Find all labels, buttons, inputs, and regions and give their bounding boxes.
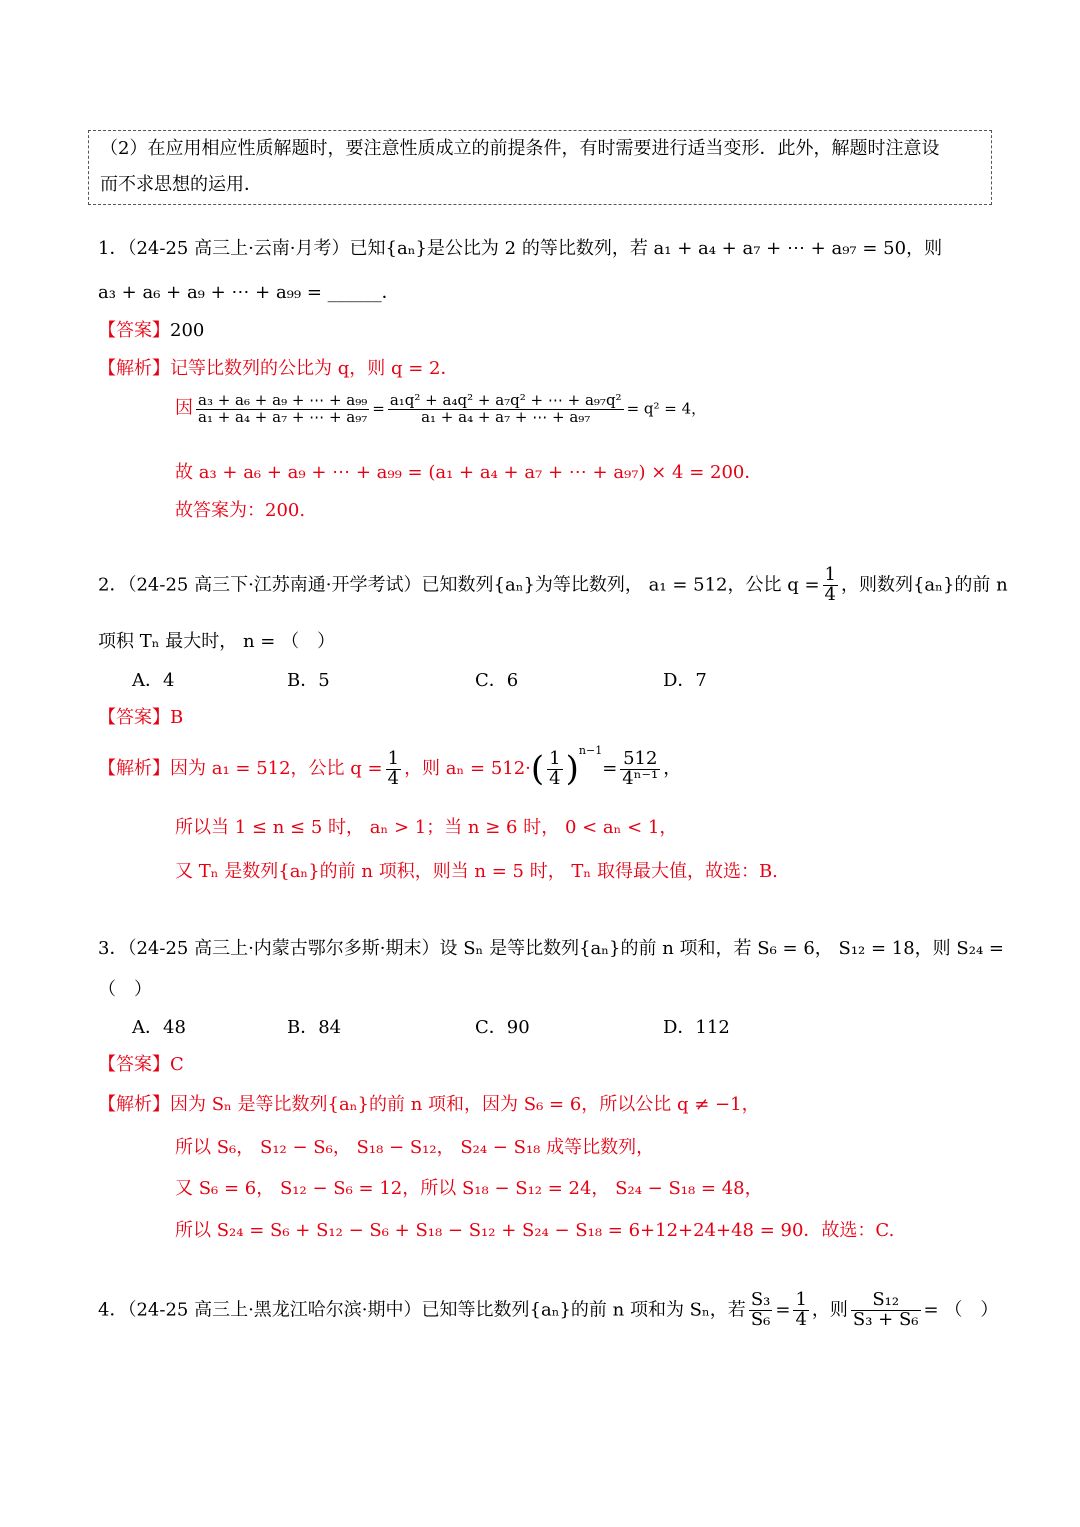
q2-solution-line-2: 所以当 1 ≤ n ≤ 5 时， aₙ > 1；当 n ≥ 6 时， 0 < aₙ < 1， [175,817,678,838]
q2-stem-line-1: 2．（24-25 高三下·江苏南通·开学考试）已知数列{aₙ}为等比数列， a₁ = 512，公比 q = $\frac{1}{4}$ ，则数列{aₙ}的前 n [98,564,1008,605]
q1-answer-label: 【答案】200 [98,320,205,341]
q3-solution-line-4: 所以 S₂₄ = S₆ + S₁₂ − S₆ + S₁₈ − S₁₂ + S₂₄ − S₁₈ = 6+12+24+48 = 90．故选：C. [175,1220,895,1241]
q1-answer: 200 [170,320,205,341]
q2-solution-line-1: 【解析】因为 a₁ = 512，公比 q = $\frac{1}{4}$ ，则 aₙ = 512·( $\frac{1}{4}$ )$^{n-1}$= $\frac{512}{\text{4ⁿ⁻¹}}$ ， [98,744,682,789]
q1-solution-line-1: 【解析】记等比数列的公比为 q，则 q = 2． [98,358,459,379]
q1-solution-line-4: 故答案为：200. [175,500,306,521]
q3-solution-line-2: 所以 S₆， S₁₂ − S₆， S₁₈ − S₁₂， S₂₄ − S₁₈ 成等比数列， [175,1137,655,1158]
q3-option-c[interactable]: C．90 [475,1017,530,1038]
note-line-1: （2）在应用相应性质解题时，要注意性质成立的前提条件，有时需要进行适当变形．此外，解题时注意设 [100,138,940,159]
q2-answer-label: 【答案】B [98,707,184,728]
q3-option-a[interactable]: A．48 [132,1017,186,1038]
q3-answer: C [170,1054,184,1075]
q3-option-d[interactable]: D．112 [663,1017,730,1038]
q1-stem-line-1: 1．（24-25 高三上·云南·月考）已知{aₙ}是公比为 2 的等比数列，若 a₁ + a₄ + a₇ + ⋯ + a₉₇ = 50，则 [98,238,943,259]
q2-solution-line-3: 又 Tₙ 是数列{aₙ}的前 n 项积，则当 n = 5 时， Tₙ 取得最大值，故选：B. [175,861,778,882]
q2-answer: B [170,707,184,728]
q1-solution-line-2: 因 $\frac{\text{a₃ + a₆ + a₉ + ⋯ + a₉₉}}{\text{a₁ + a₄ + a₇ + ⋯ + a₉₇}}$ = $\frac{\text{a₁q² + a₄q² + a₇q² + ⋯ + a₉₇q²}}{\text{a₁ + a₄ + a₇ + ⋯ + a₉₇}}$ = q² = 4， [175,391,707,426]
note-line-2: 而不求思想的运用． [100,174,262,195]
q3-option-b[interactable]: B．84 [287,1017,342,1038]
q3-stem-line-1: 3．（24-25 高三上·内蒙古鄂尔多斯·期末）设 Sₙ 是等比数列{aₙ}的前 n 项和，若 S₆ = 6， S₁₂ = 18，则 S₂₄ = [98,938,1004,959]
q3-solution-line-1: 【解析】因为 Sₙ 是等比数列{aₙ}的前 n 项和，因为 S₆ = 6，所以公比 q ≠ −1， [98,1094,760,1115]
q2-option-b[interactable]: B．5 [287,670,330,691]
q2-stem-line-2: 项积 Tₙ 最大时， n = （ ） [98,631,336,652]
q2-option-a[interactable]: A．4 [132,670,175,691]
q2-option-c[interactable]: C．6 [475,670,519,691]
q3-stem-line-2: （ ） [98,979,152,1000]
q2-option-d[interactable]: D．7 [663,670,707,691]
q3-solution-line-3: 又 S₆ = 6， S₁₂ − S₆ = 12，所以 S₁₈ − S₁₂ = 24， S₂₄ − S₁₈ = 48， [175,1178,763,1199]
q4-stem: 4．（24-25 高三上·黑龙江哈尔滨·期中）已知等比数列{aₙ}的前 n 项和为 Sₙ，若 $\frac{\text{S₃}}{\text{S₆}}$ = $\frac{1}{4}$ ，则 $\frac{\text{S₁₂}}{\text{S₃ + S₆}}$ = （ ） [98,1289,999,1330]
q1-solution-line-3: 故 a₃ + a₆ + a₉ + ⋯ + a₉₉ = (a₁ + a₄ + a₇ + ⋯ + a₉₇) × 4 = 200． [175,462,763,483]
q1-stem-line-2: a₃ + a₆ + a₉ + ⋯ + a₉₉ = ______． [98,282,400,303]
q3-answer-label: 【答案】C [98,1054,184,1075]
